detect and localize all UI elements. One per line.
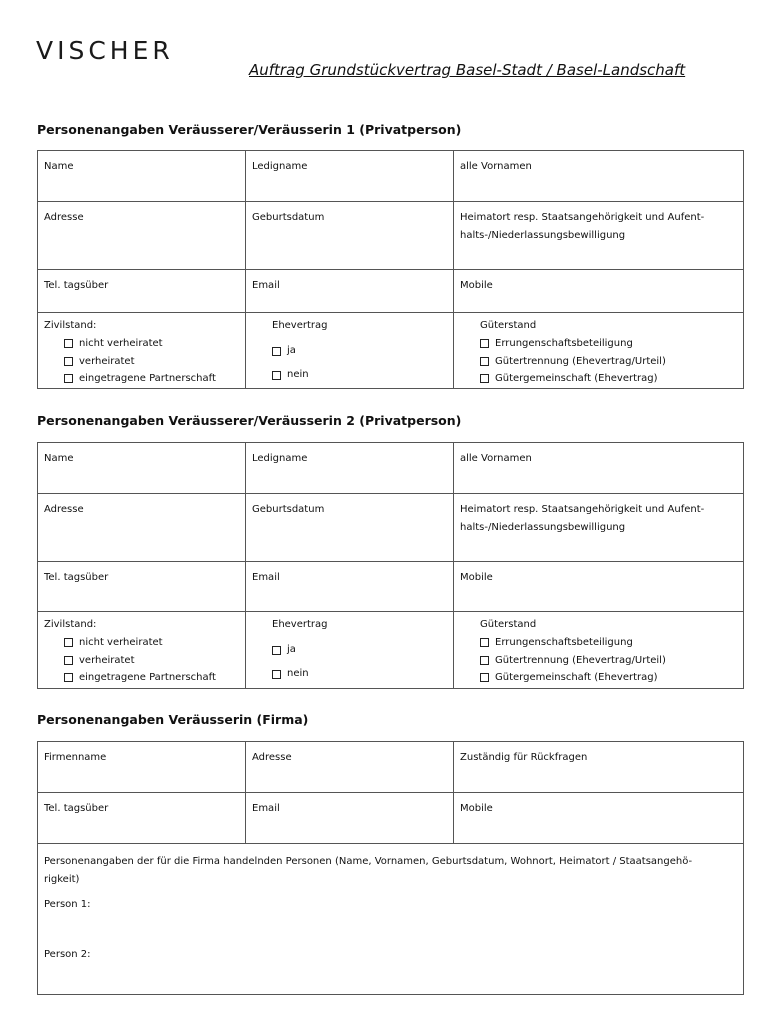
tel-field[interactable]: [38, 270, 246, 313]
checkbox-ja[interactable]: [272, 641, 447, 659]
tel-label: Tel. tagsüber: [44, 803, 109, 814]
mobile-label: Mobile: [460, 572, 493, 583]
firmenname-label: Firmenname: [44, 752, 107, 763]
checkbox-eingetragene-partnerschaft[interactable]: [64, 669, 239, 687]
geburtsdatum-label: Geburtsdatum: [252, 504, 325, 515]
heimatort-label-line1: Heimatort resp. Staatsangehörigkeit und Aufent-: [460, 212, 705, 223]
option-label: Gütertrennung (Ehevertrag/Urteil): [495, 355, 666, 367]
checkbox-errungenschaftsbeteiligung[interactable]: [480, 634, 737, 652]
option-label: nein: [287, 668, 309, 679]
adresse-label: Adresse: [44, 212, 84, 223]
checkbox-verheiratet[interactable]: [64, 353, 239, 371]
checkbox-icon[interactable]: [272, 347, 281, 356]
section2-title: Personenangaben Veräusserer/Veräusserin 2 (Privatperson): [37, 413, 462, 428]
name-field[interactable]: [38, 443, 246, 494]
section3-table: [37, 741, 744, 995]
heimatort-field[interactable]: [454, 202, 744, 270]
vornamen-label: alle Vornamen: [460, 161, 532, 172]
checkbox-ja[interactable]: [272, 342, 447, 360]
checkbox-icon[interactable]: [480, 339, 489, 348]
option-label: Errungenschaftsbeteiligung: [495, 338, 633, 349]
ledigname-field[interactable]: [246, 151, 454, 202]
checkbox-icon[interactable]: [480, 673, 489, 682]
email-label: Email: [252, 280, 280, 291]
email-field[interactable]: [246, 793, 454, 844]
zivilstand-cell: [38, 612, 246, 689]
checkbox-eingetragene-partnerschaft[interactable]: [64, 370, 239, 388]
tel-label: Tel. tagsüber: [44, 280, 109, 291]
checkbox-icon[interactable]: [480, 638, 489, 647]
option-label: verheiratet: [79, 654, 135, 666]
firma-adresse-label: Adresse: [252, 752, 292, 763]
adresse-label: Adresse: [44, 504, 84, 515]
email-label: Email: [252, 572, 280, 583]
zivilstand-label: Zivilstand:: [44, 320, 97, 331]
checkbox-nicht-verheiratet[interactable]: [64, 634, 239, 652]
checkbox-verheiratet[interactable]: [64, 652, 239, 670]
section1-table: [37, 150, 744, 389]
person1-label: Person 1:: [44, 899, 91, 910]
document-title: Auftrag Grundstückvertrag Basel-Stadt / Basel-Landschaft: [249, 61, 686, 79]
option-label: verheiratet: [79, 355, 135, 367]
checkbox-icon[interactable]: [480, 374, 489, 383]
mobile-label: Mobile: [460, 803, 493, 814]
adresse-field[interactable]: [38, 202, 246, 270]
ehevertrag-label: Ehevertrag: [272, 320, 328, 331]
option-label: nicht verheiratet: [79, 338, 163, 349]
option-label: Gütergemeinschaft (Ehevertrag): [495, 672, 658, 683]
option-label: Gütergemeinschaft (Ehevertrag): [495, 373, 658, 384]
email-field[interactable]: [246, 562, 454, 612]
geburtsdatum-field[interactable]: [246, 494, 454, 562]
section3-title: Personenangaben Veräusserin (Firma): [37, 712, 309, 727]
gueterstand-cell: [454, 313, 744, 389]
checkbox-guetertrennung[interactable]: [480, 353, 737, 371]
checkbox-icon[interactable]: [272, 646, 281, 655]
rueckfragen-label: Zuständig für Rückfragen: [460, 752, 588, 763]
personen-description-line2: rigkeit): [44, 874, 80, 885]
option-label: ja: [287, 644, 296, 655]
option-label: Gütertrennung (Ehevertrag/Urteil): [495, 654, 666, 666]
checkbox-icon[interactable]: [480, 656, 489, 665]
option-label: Errungenschaftsbeteiligung: [495, 637, 633, 648]
option-label: ja: [287, 345, 296, 356]
adresse-field[interactable]: [38, 494, 246, 562]
checkbox-icon[interactable]: [272, 371, 281, 380]
name-label: Name: [44, 453, 74, 464]
mobile-field[interactable]: [454, 793, 744, 844]
heimatort-label-line1: Heimatort resp. Staatsangehörigkeit und Aufent-: [460, 504, 705, 515]
firmenname-field[interactable]: [38, 742, 246, 793]
ehevertrag-cell: [246, 313, 454, 389]
checkbox-icon[interactable]: [64, 673, 73, 682]
vischer-logo: VISCHER: [36, 36, 174, 65]
checkbox-nicht-verheiratet[interactable]: [64, 335, 239, 353]
geburtsdatum-field[interactable]: [246, 202, 454, 270]
gueterstand-label: Güterstand: [480, 320, 537, 331]
checkbox-guetergemeinschaft[interactable]: [480, 370, 737, 388]
name-field[interactable]: [38, 151, 246, 202]
rueckfragen-field[interactable]: [454, 742, 744, 793]
handelnde-personen-field[interactable]: [38, 844, 744, 995]
name-label: Name: [44, 161, 74, 172]
firma-adresse-field[interactable]: [246, 742, 454, 793]
checkbox-errungenschaftsbeteiligung[interactable]: [480, 335, 737, 353]
mobile-field[interactable]: [454, 270, 744, 313]
email-label: Email: [252, 803, 280, 814]
section1-title: Personenangaben Veräusserer/Veräusserin 1 (Privatperson): [37, 122, 462, 137]
gueterstand-cell: [454, 612, 744, 689]
option-label: eingetragene Partnerschaft: [79, 373, 216, 384]
personen-description-line1: Personenangaben der für die Firma handelnden Personen (Name, Vornamen, Geburtsdatum, Wohnort, Heimatort / Staatsangehö-: [44, 856, 693, 867]
checkbox-icon[interactable]: [272, 670, 281, 679]
email-field[interactable]: [246, 270, 454, 313]
checkbox-nein[interactable]: [272, 366, 447, 384]
checkbox-icon[interactable]: [64, 374, 73, 383]
person2-label: Person 2:: [44, 949, 91, 960]
option-label: nicht verheiratet: [79, 637, 163, 648]
mobile-field[interactable]: [454, 562, 744, 612]
ledigname-label: Ledigname: [252, 453, 308, 464]
tel-label: Tel. tagsüber: [44, 572, 109, 583]
ledigname-field[interactable]: [246, 443, 454, 494]
vornamen-field[interactable]: [454, 443, 744, 494]
option-label: nein: [287, 369, 309, 380]
checkbox-icon[interactable]: [64, 357, 73, 366]
gueterstand-label: Güterstand: [480, 619, 537, 630]
ehevertrag-label: Ehevertrag: [272, 619, 328, 630]
checkbox-nein[interactable]: [272, 665, 447, 683]
geburtsdatum-label: Geburtsdatum: [252, 212, 325, 223]
checkbox-icon[interactable]: [64, 339, 73, 348]
mobile-label: Mobile: [460, 280, 493, 291]
ehevertrag-cell: [246, 612, 454, 689]
heimatort-label-line2: halts-/Niederlassungsbewilligung: [460, 230, 626, 241]
option-label: eingetragene Partnerschaft: [79, 672, 216, 683]
checkbox-icon[interactable]: [64, 638, 73, 647]
vornamen-field[interactable]: [454, 151, 744, 202]
checkbox-icon[interactable]: [480, 357, 489, 366]
checkbox-icon[interactable]: [64, 656, 73, 665]
vornamen-label: alle Vornamen: [460, 453, 532, 464]
checkbox-guetertrennung[interactable]: [480, 652, 737, 670]
tel-field[interactable]: [38, 793, 246, 844]
heimatort-field[interactable]: [454, 494, 744, 562]
tel-field[interactable]: [38, 562, 246, 612]
section2-table: [37, 442, 744, 689]
zivilstand-label: Zivilstand:: [44, 619, 97, 630]
zivilstand-cell: [38, 313, 246, 389]
checkbox-guetergemeinschaft[interactable]: [480, 669, 737, 687]
ledigname-label: Ledigname: [252, 161, 308, 172]
heimatort-label-line2: halts-/Niederlassungsbewilligung: [460, 522, 626, 533]
